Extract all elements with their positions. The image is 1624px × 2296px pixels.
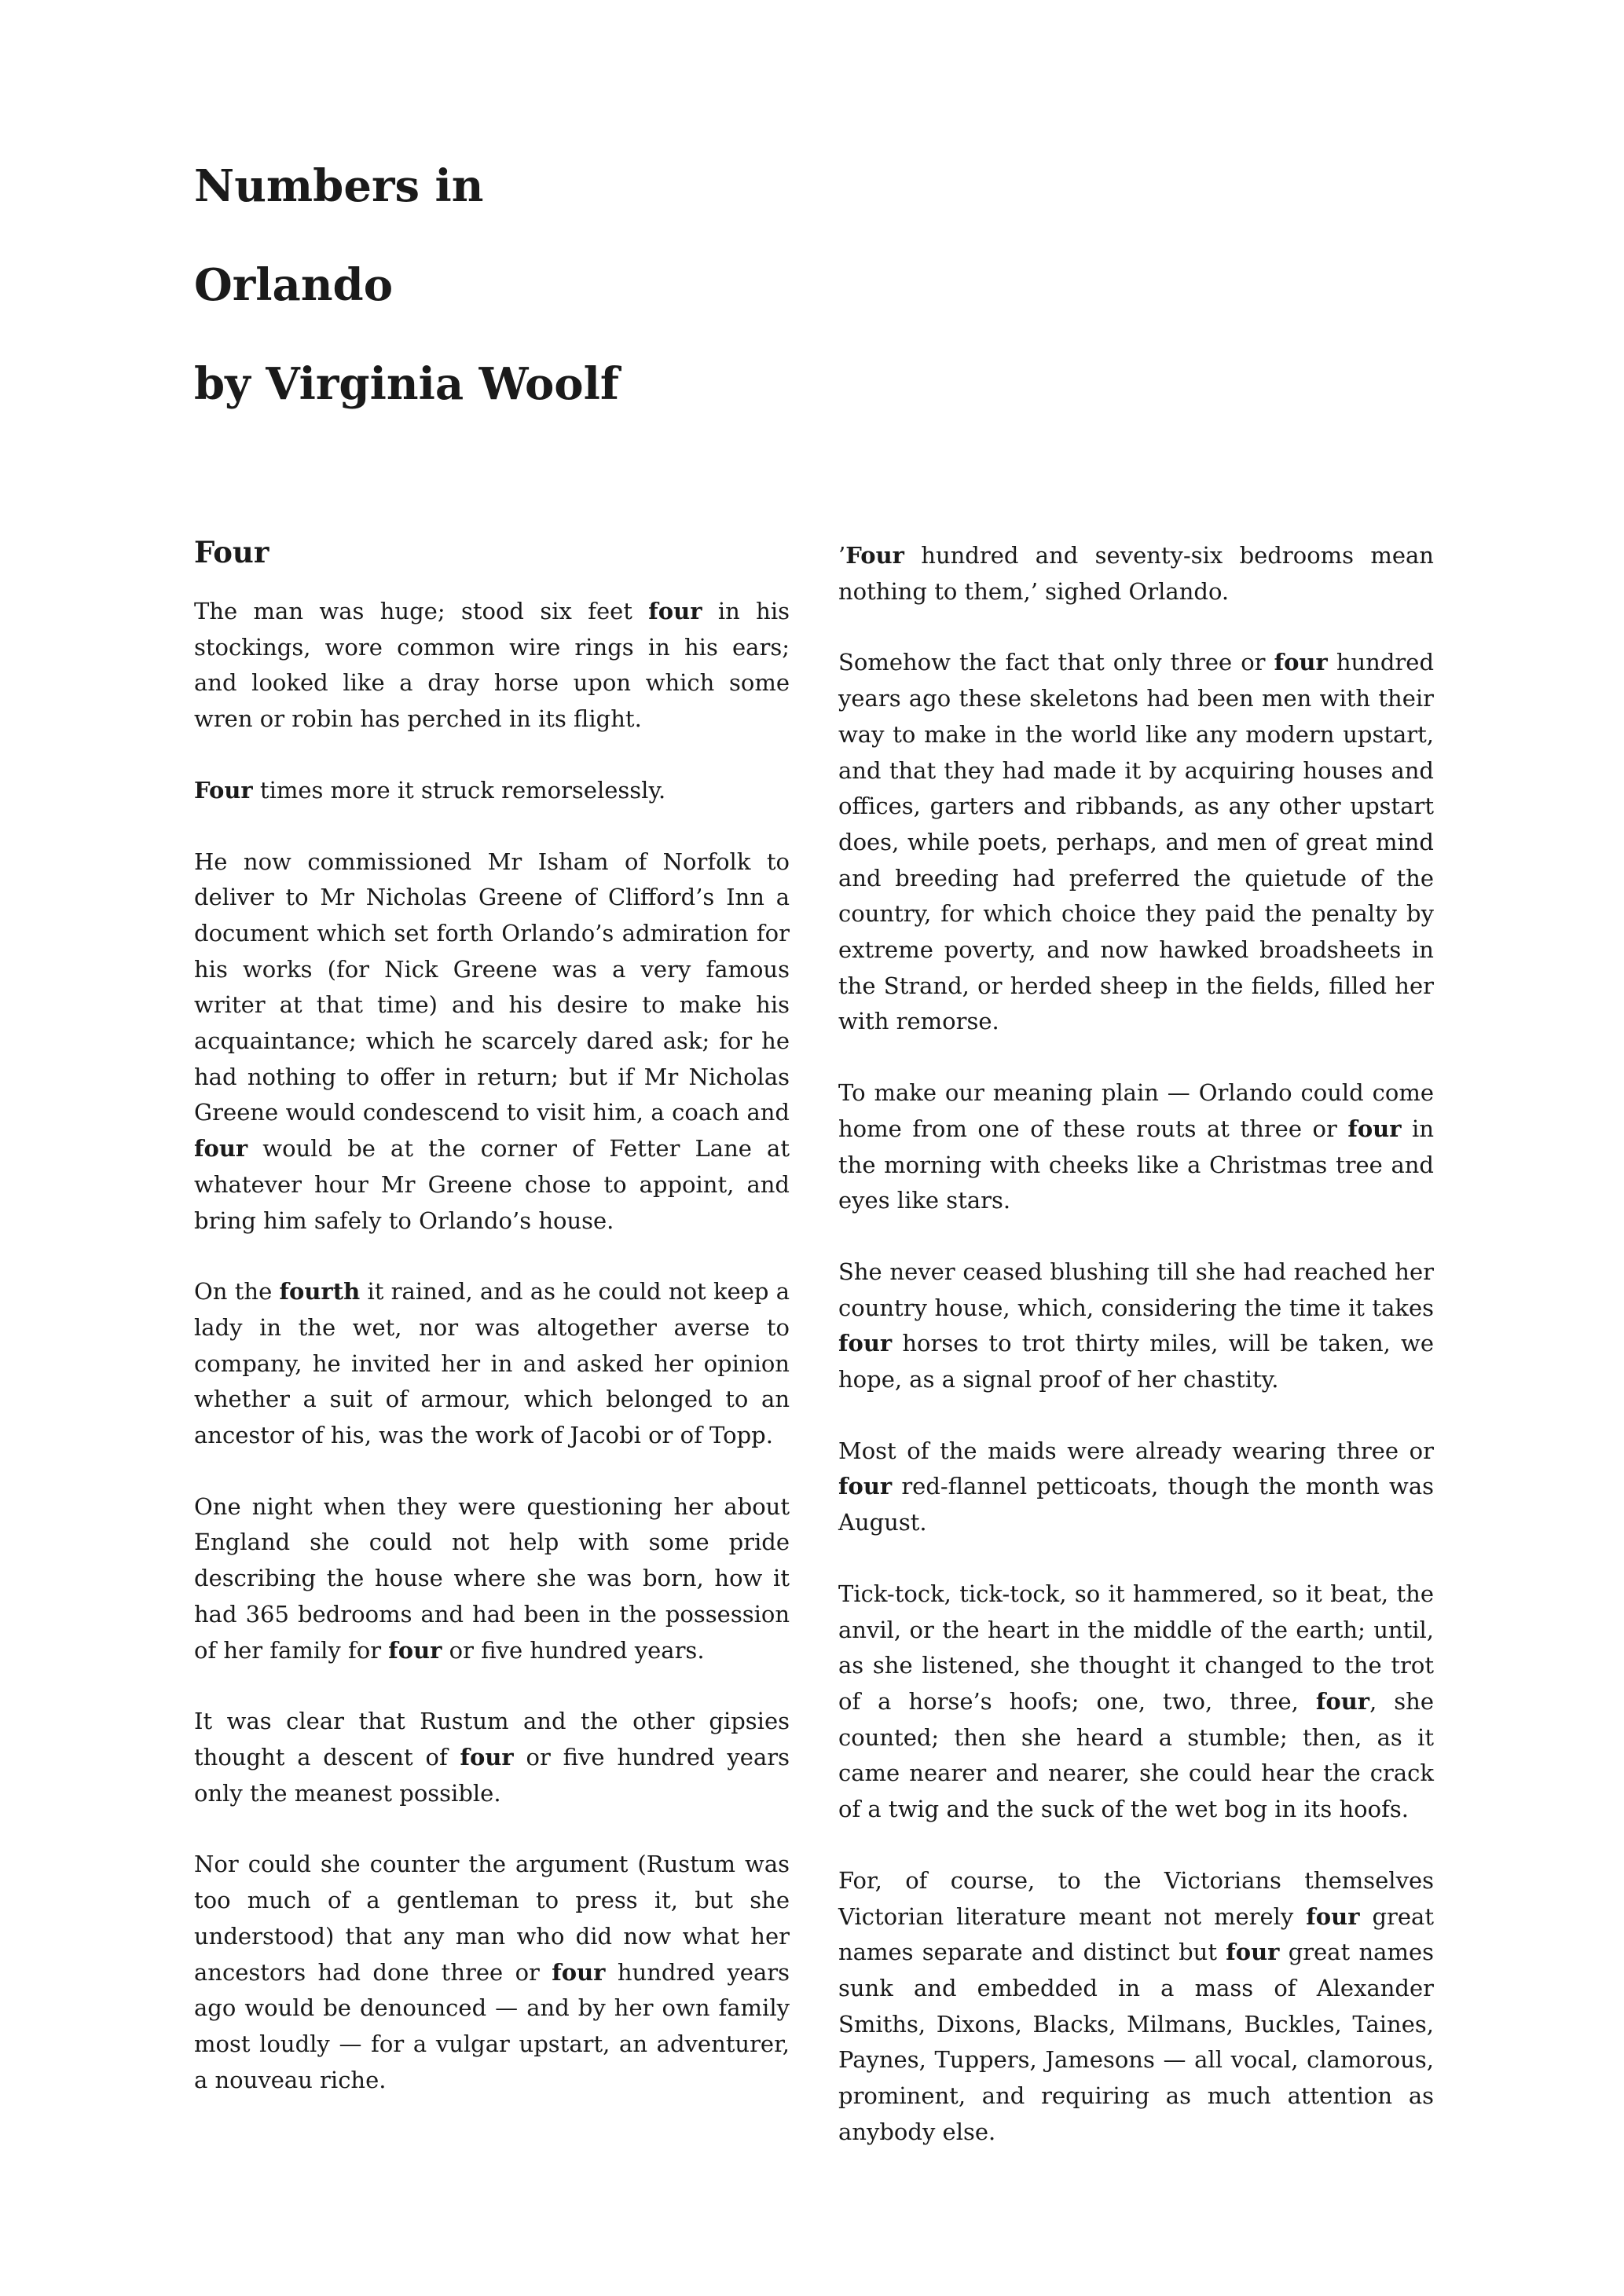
paragraph xyxy=(838,645,1434,1040)
paragraph xyxy=(194,773,790,809)
text-run: ’ xyxy=(838,542,846,569)
text-run: To make our meaning plain — Orlando could come home from one of these routs at three or xyxy=(838,1079,1434,1142)
text-run: times more it struck remorselessly. xyxy=(252,776,666,804)
emphasis-number: four xyxy=(460,1743,514,1771)
emphasis-number: four xyxy=(838,1473,893,1500)
emphasis-number: fourth xyxy=(279,1278,361,1305)
text-run: or five hundred years only the meanest possible. xyxy=(194,1743,790,1807)
paragraph xyxy=(194,1489,790,1669)
emphasis-number: four xyxy=(1226,1939,1280,1966)
emphasis-number: four xyxy=(648,598,702,624)
left-column xyxy=(194,528,790,2098)
emphasis-number: Four xyxy=(194,776,253,804)
text-run: would be at the corner of Fetter Lane at whatever hour Mr Greene chose to appoint, and bring him safely to Orlando’s house. xyxy=(194,1135,790,1234)
text-run: Most of the maids were already wearing three or xyxy=(838,1437,1434,1464)
text-run: hundred and seventy-six bedrooms mean nothing to them,’ sighed Orlando. xyxy=(838,542,1434,605)
text-run: hundred years ago these skeletons had been men with their way to make in the world like any modern upstart, and that they had made it by acquiring houses and offices, garters and ribbands, as any other upstart does, while poets, perhaps, and men of great mind and breeding had preferred the quietude of the country, for which choice they paid the penalty by extreme poverty, and now hawked broadsheets in the Strand, or herded sheep in the fields, filled her with remorse. xyxy=(838,649,1435,1035)
paragraph xyxy=(194,1274,790,1454)
text-run: or five hundred years. xyxy=(442,1636,705,1664)
text-run: great names separate and distinct but xyxy=(838,1902,1434,1966)
title-line: by Virginia Woolf xyxy=(194,358,620,410)
emphasis-number: four xyxy=(1347,1115,1402,1142)
text-run: in his stockings, wore common wire rings in his ears; and looked like a dray horse upon which some wren or robin has perched in its flight. xyxy=(194,598,790,733)
paragraph xyxy=(838,1075,1434,1219)
emphasis-number: four xyxy=(1315,1687,1370,1715)
section-heading: Four xyxy=(194,535,269,569)
text-run: She never ceased blushing till she had reached her country house, which, considering the time it takes xyxy=(838,1258,1434,1321)
paragraph xyxy=(194,1847,790,2098)
paragraph xyxy=(838,538,1434,610)
text-run: hundred years ago would be denounced — and by her own family most loudly — for a vulgar upstart, an adventurer, a nouveau riche. xyxy=(194,1958,790,2093)
emphasis-number: four xyxy=(1274,649,1328,676)
paragraph xyxy=(194,844,790,1240)
emphasis-number: four xyxy=(388,1636,442,1664)
document-title xyxy=(194,161,1058,458)
text-run: Somehow the fact that only three or xyxy=(838,649,1274,676)
text-run: horses to trot thirty miles, will be taken, we hope, as a signal proof of her chastity. xyxy=(838,1330,1434,1393)
text-run: , she counted; then she heard a stumble; then, as it came nearer and nearer, she could hear the crack of a twig and the suck of the wet bog in its hoofs. xyxy=(838,1687,1434,1823)
paragraph xyxy=(838,1576,1434,1828)
emphasis-number: four xyxy=(552,1958,606,1986)
text-run: On the xyxy=(194,1278,280,1305)
text-run: great names sunk and embedded in a mass of Alexander Smiths, Dixons, Blacks, Milmans, Buckles, Taines, Paynes, Tuppers, Jamesons — all vocal, clamorous, prominent, and requiring as much attention as anybody else. xyxy=(838,1939,1434,2145)
text-run: He now commissioned Mr Isham of Norfolk to deliver to Mr Nicholas Greene of Clifford’s Inn a document which set forth Orlando’s admiration for his works (for Nick Greene was a very famous writer at that time) and his desire to make his acquaintance; which he scarcely dared ask; for he had nothing to offer in return; but if Mr Nicholas Greene would condescend to visit him, a coach and xyxy=(194,848,790,1126)
text-run: Nor could she counter the argument (Rustum was too much of a gentleman to press it, but she understood) that any man who did now what her ancestors had done three or xyxy=(194,1851,790,1986)
text-run: It was clear that Rustum and the other gipsies thought a descent of xyxy=(194,1708,790,1771)
text-run: Tick-tock, tick-tock, so it hammered, so it beat, the anvil, or the heart in the middle of the earth; until, as she listened, she thought it changed to the trot of a horse’s hoofs; one, two, three, xyxy=(838,1580,1434,1715)
paragraph xyxy=(838,1254,1434,1398)
paragraph xyxy=(838,1863,1434,2151)
text-run: For, of course, to the Victorians themselves Victorian literature meant not merely xyxy=(838,1866,1434,1930)
text-run: it rained, and as he could not keep a lady in the wet, nor was altogether averse to company, he invited her in and asked her opinion whether a suit of armour, which belonged to an ancestor of his, was the work of Jacobi or of Topp. xyxy=(194,1278,790,1449)
text-run: red-flannel petticoats, though the month was August. xyxy=(838,1473,1434,1536)
text-run: One night when they were questioning her about England she could not help with some pride describing the house where she was born, how it had 365 bedrooms and had been in the possession of her family for xyxy=(194,1492,790,1664)
emphasis-number: four xyxy=(1306,1902,1360,1930)
text-run: in the morning with cheeks like a Christmas tree and eyes like stars. xyxy=(838,1115,1434,1214)
paragraph xyxy=(838,1434,1434,1541)
paragraph xyxy=(194,1704,790,1811)
title-line: Orlando xyxy=(194,259,394,311)
emphasis-number: four xyxy=(838,1330,893,1357)
emphasis-number: Four xyxy=(845,542,904,569)
text-run: The man was huge; stood six feet xyxy=(194,598,649,624)
paragraph xyxy=(194,594,790,738)
emphasis-number: four xyxy=(194,1135,248,1163)
right-column xyxy=(838,538,1434,2150)
title-line: Numbers in xyxy=(194,160,484,212)
